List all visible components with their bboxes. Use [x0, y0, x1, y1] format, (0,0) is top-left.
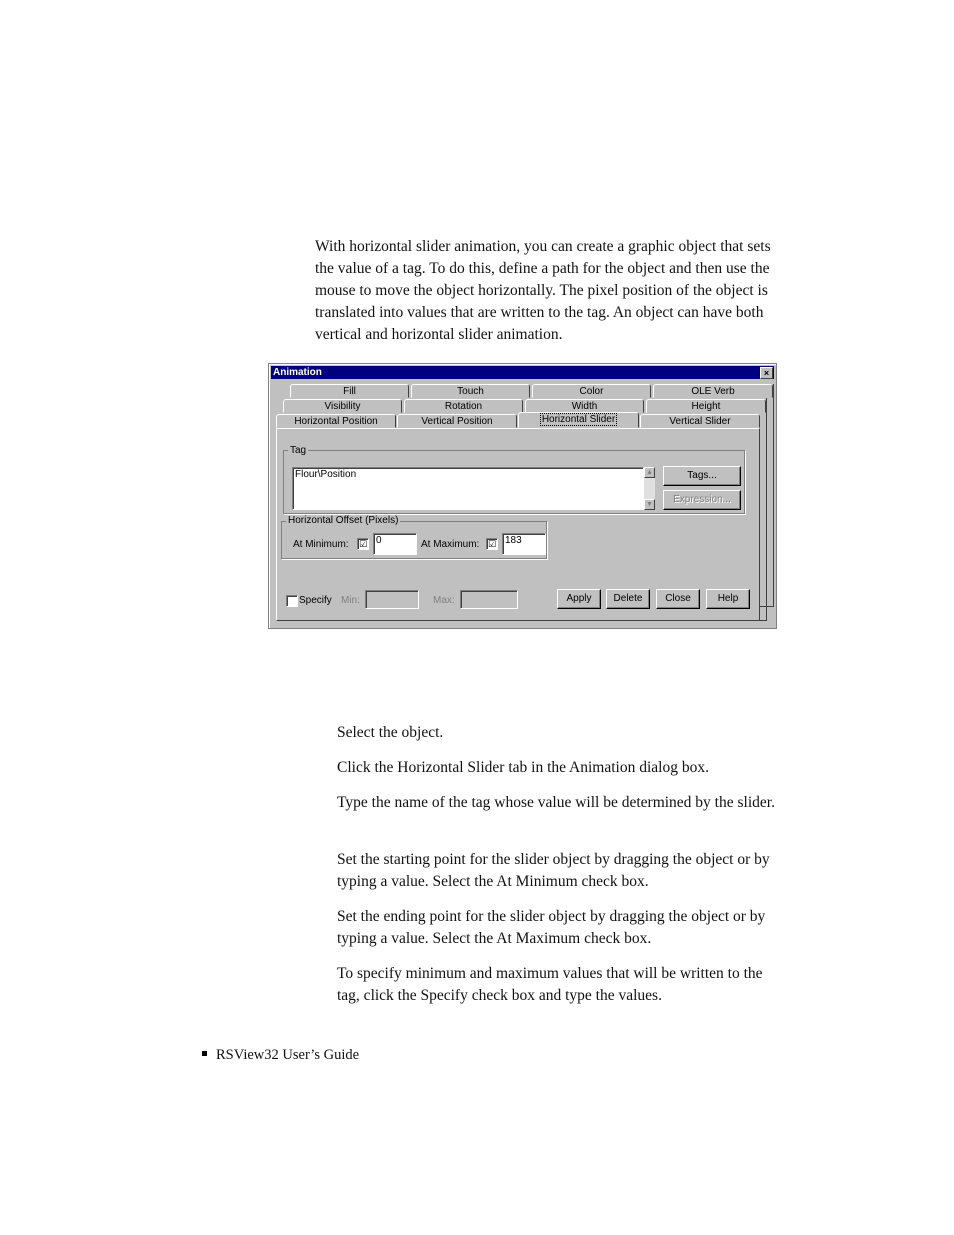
tab-visibility[interactable]: [283, 399, 402, 413]
at-maximum-checkbox[interactable]: ☑: [487, 539, 497, 549]
at-minimum-label: At Minimum:: [293, 539, 349, 550]
specify-label: [299, 595, 332, 606]
tab-rotation[interactable]: [404, 399, 523, 413]
tab-vertical-slider[interactable]: [640, 414, 760, 428]
at-maximum-input[interactable]: 183: [502, 533, 546, 555]
step-item: Set the ending point for the slider object by dragging the object or by typing a value. Select the At Maximum check box.: [337, 908, 766, 947]
tab-horizontal-slider-label: Horizontal Slider: [541, 414, 616, 425]
close-icon[interactable]: ×: [760, 367, 773, 379]
offset-group-label: Horizontal Offset (Pixels): [288, 515, 399, 526]
horizontal-slider-panel: [276, 428, 760, 621]
help-button[interactable]: Help: [706, 589, 750, 609]
intro-paragraph: [315, 236, 785, 346]
expression-button[interactable]: Expression...: [663, 490, 741, 510]
dialog-title: Animation: [273, 367, 322, 378]
apply-button[interactable]: Apply: [557, 589, 601, 609]
animation-dialog: [268, 363, 777, 629]
tab-horizontal-slider[interactable]: [518, 412, 639, 428]
tab-color-label: Color: [579, 386, 604, 397]
step-item: Type the name of the tag whose value will be determined by the slider.: [337, 794, 775, 811]
tab-vertical-position-label: Vertical Position: [421, 416, 493, 427]
tab-touch-label: Touch: [457, 386, 484, 397]
footer-text: RSView32 User’s Guide: [216, 1047, 360, 1063]
min-label: Min:: [341, 595, 360, 606]
tab-horizontal-position[interactable]: [276, 414, 396, 428]
bullet-icon: [202, 1051, 207, 1056]
delete-button[interactable]: Delete: [606, 589, 650, 609]
dialog-titlebar: [271, 366, 774, 379]
tab-height[interactable]: [646, 399, 766, 413]
step-item: Select the object.: [337, 724, 444, 741]
tag-group-label: Tag: [290, 445, 307, 456]
at-minimum-input[interactable]: 0: [373, 533, 417, 555]
at-maximum-label: At Maximum:: [421, 539, 480, 550]
tab-width-label: Width: [571, 401, 598, 412]
tab-vertical-slider-label: Vertical Slider: [669, 416, 731, 427]
tab-rotation-label: Rotation: [444, 401, 483, 412]
step-item: To specify minimum and maximum values that will be written to the tag, click the Specify check box and type the values.: [337, 965, 763, 1004]
tab-color[interactable]: [532, 384, 651, 398]
tab-fill-label: Fill: [343, 386, 356, 397]
tab-horizontal-position-label: Horizontal Position: [294, 416, 378, 427]
tab-fill[interactable]: [290, 384, 409, 398]
tag-scrollbar[interactable]: [644, 467, 655, 510]
tab-ole-verb-label: OLE Verb: [691, 386, 735, 397]
step-item: Set the starting point for the slider object by dragging the object or by typing a value. Select the At Minimum check box.: [337, 851, 770, 890]
tab-ole-verb[interactable]: [653, 384, 773, 398]
tab-touch[interactable]: [411, 384, 530, 398]
step-item: Click the Horizontal Slider tab in the Animation dialog box.: [337, 759, 709, 776]
scroll-down-icon[interactable]: ▼: [644, 499, 655, 510]
specify-checkbox[interactable]: [286, 595, 298, 607]
tab-vertical-position[interactable]: [397, 414, 517, 428]
close-button[interactable]: Close: [656, 589, 700, 609]
tab-height-label: Height: [691, 401, 721, 412]
min-input[interactable]: [365, 590, 419, 609]
scroll-up-icon[interactable]: ▲: [644, 467, 655, 478]
tags-button[interactable]: Tags...: [663, 466, 741, 486]
tab-visibility-label: Visibility: [324, 401, 361, 412]
max-label: Max:: [433, 595, 455, 606]
tag-input[interactable]: Flour\Position: [292, 467, 644, 510]
specify-label-text: Specify: [299, 595, 332, 606]
at-minimum-checkbox[interactable]: ☑: [358, 539, 368, 549]
page-footer: [202, 1047, 359, 1064]
intro-text: With horizontal slider animation, you can create a graphic object that sets the value of a tag. To do this, define a path for the object and then use the mouse to move the object horizontally. The pixel position of the object is translated into values that are written to the tag. An object can have both vertical and horizontal slider animation.: [315, 238, 771, 343]
max-input[interactable]: [460, 590, 518, 609]
tab-width[interactable]: [525, 399, 644, 413]
